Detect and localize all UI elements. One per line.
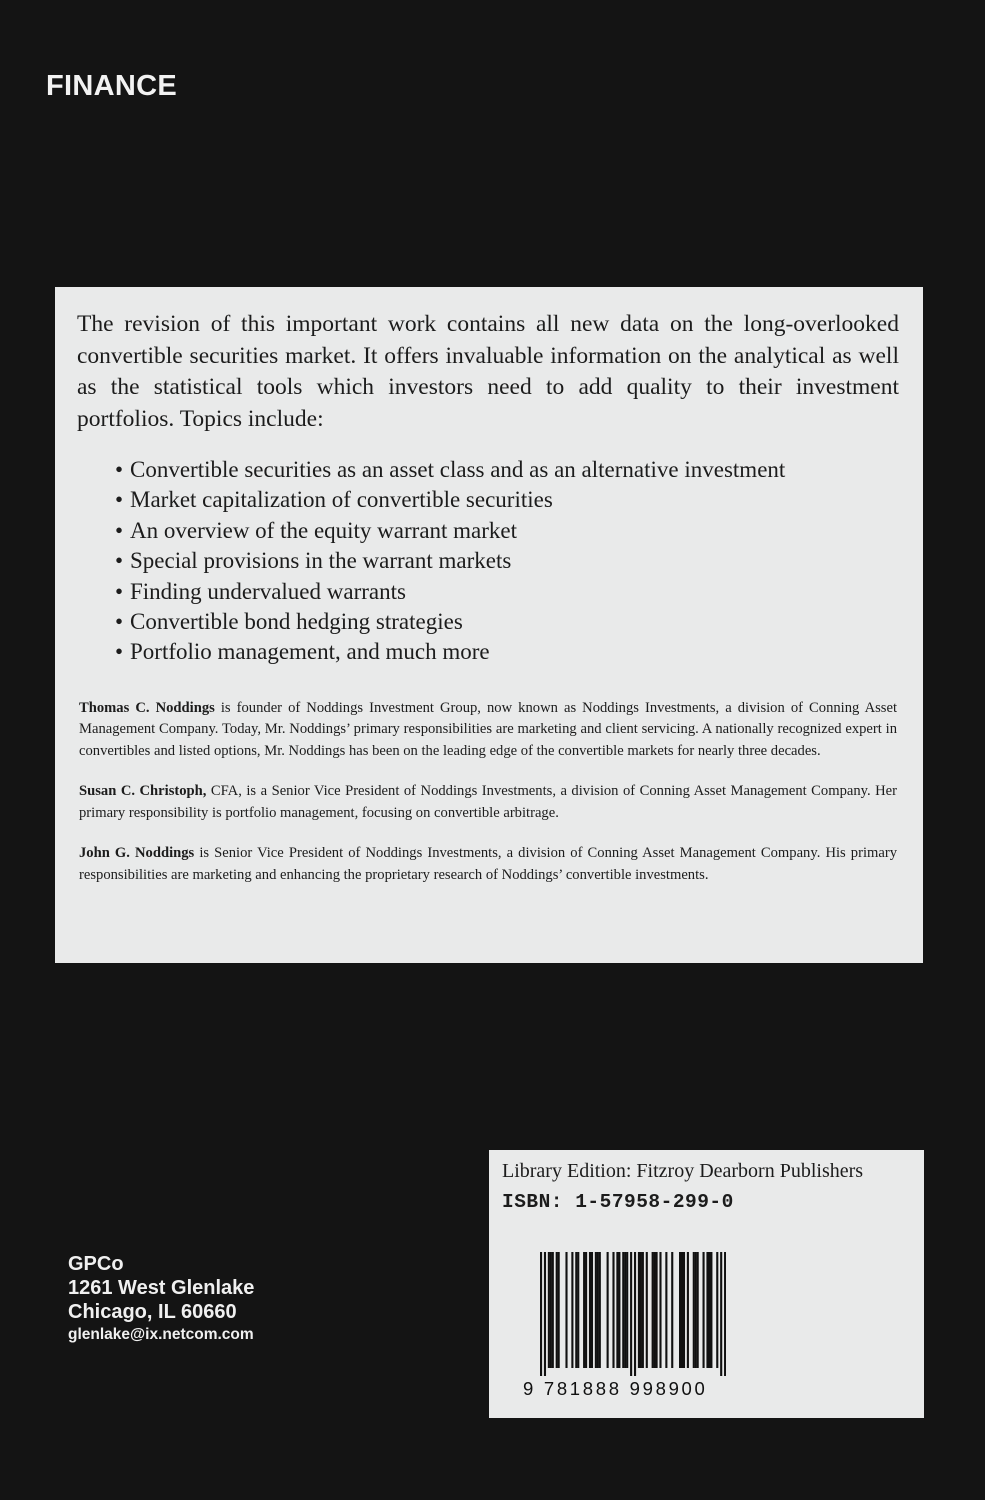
bullet-icon: • [115,548,124,574]
barcode-bar [556,1252,558,1368]
bullet-icon: • [115,578,124,604]
topic-item: • Convertible securities as an asset class and as an alternative investment [115,455,899,485]
barcode-bar [599,1252,601,1368]
author-name: Susan C. Christoph, [79,783,207,800]
barcode-digits: 9 781888 998900 [523,1378,708,1399]
bullet-icon: • [115,517,124,543]
barcode-bar [665,1252,667,1368]
barcode-bar [695,1252,697,1368]
barcode-bar [618,1252,620,1368]
bullet-icon: • [115,609,124,635]
barcode-bar [595,1252,597,1368]
barcode-bar [659,1252,661,1368]
barcode-bar [697,1252,699,1368]
bullet-icon: • [115,639,124,665]
barcode-bar [548,1252,550,1368]
barcode-bar [591,1252,593,1368]
barcode-bar [640,1252,642,1368]
barcode-bar [638,1252,640,1368]
author-bio: John G. Noddings is Senior Vice President of Noddings Investments, a division of Conning Asset Management Company. His primary responsibilities are marketing and enhancing the proprietary research of Noddings’ convertible investments. [79,845,898,883]
barcode-bar [575,1252,577,1368]
barcode-bar [540,1252,542,1376]
book-description: The revision of this important work contains all new data on the long-overlooked convertible securities market. It offers invaluable information on the analytical as well as the statistical tools which investors need to add quality to their investment portfolios. Topics include: [77,311,899,432]
barcode-bar [652,1252,654,1368]
publisher-name: GPCo [68,1253,124,1275]
barcode-bar [624,1252,626,1368]
topic-item: • Market capitalization of convertible securities [115,485,899,515]
barcode-bar [630,1252,632,1376]
barcode-bar [706,1252,708,1368]
topics-list [115,455,899,668]
publisher-street: 1261 West Glenlake [68,1277,255,1299]
barcode-bar [642,1252,644,1368]
barcode-bar [565,1252,567,1368]
topic-item: • Convertible bond hedging strategies [115,607,899,637]
barcode-bar [708,1252,710,1368]
barcode-bar [544,1252,546,1376]
publisher-city: Chicago, IL 60660 [68,1301,237,1323]
barcode-bar [654,1252,656,1368]
topic-item: • Finding undervalued warrants [115,577,899,607]
barcode-bar [703,1252,705,1368]
barcode-bar [671,1252,673,1368]
publisher-address [68,1252,254,1346]
barcode-bar [616,1252,618,1368]
barcode-bar [646,1252,648,1368]
barcode-bar [607,1252,609,1368]
author-name: Thomas C. Noddings [79,699,215,716]
barcode-bar [683,1252,685,1368]
publisher-email: glenlake@ix.netcom.com [68,1326,254,1343]
bullet-icon: • [115,487,124,513]
topic-item: • An overview of the equity warrant market [115,516,899,546]
topic-item: • Portfolio management, and much more [115,637,899,667]
barcode-bar [550,1252,552,1368]
barcode-bar [583,1252,585,1368]
barcode-bar [687,1252,689,1368]
bullet-icon: • [115,457,124,482]
barcode-bar [612,1252,614,1368]
barcode-bar [724,1252,726,1376]
barcode-bar [720,1252,722,1376]
barcode-bar [693,1252,695,1368]
barcode-bar [634,1252,636,1376]
barcode-bar [552,1252,554,1368]
barcode-bar [597,1252,599,1368]
barcode-icon [540,1252,726,1376]
barcode-bar [716,1252,718,1368]
barcode-bar [577,1252,579,1368]
barcode-bar [681,1252,683,1368]
barcode-bar [622,1252,624,1368]
barcode-bar [585,1252,587,1368]
barcode-bar [589,1252,591,1368]
category-label: FINANCE [46,70,177,102]
topic-item: • Special provisions in the warrant markets [115,546,899,576]
barcode-bar [626,1252,628,1368]
author-bio: Susan C. Christoph, CFA, is a Senior Vice President of Noddings Investments, a division of Conning Asset Management Company. Her primary responsibility is portfolio management, focusing on convertible arbitrage. [79,783,898,821]
library-edition: Library Edition: Fitzroy Dearborn Publishers [502,1160,864,1182]
barcode-bar [558,1252,560,1368]
description-panel [55,287,923,963]
barcode-bar [679,1252,681,1368]
author-name: John G. Noddings [79,845,195,862]
barcode-bar [656,1252,658,1368]
isbn-number: ISBN: 1-57958-299-0 [502,1191,734,1213]
barcode-bar [571,1252,573,1368]
author-bio: Thomas C. Noddings is founder of Noddings Investment Group, now known as Noddings Investments, a division of Conning Asset Management Company. Today, Mr. Noddings’ primary responsibilities are marketing and client servicing. A nationally recognized expert in convertibles and listed options, Mr. Noddings has been on the leading edge of the convertible markets for nearly three decades. [79,699,897,759]
isbn-panel [489,1150,924,1418]
barcode-bar [710,1252,712,1368]
